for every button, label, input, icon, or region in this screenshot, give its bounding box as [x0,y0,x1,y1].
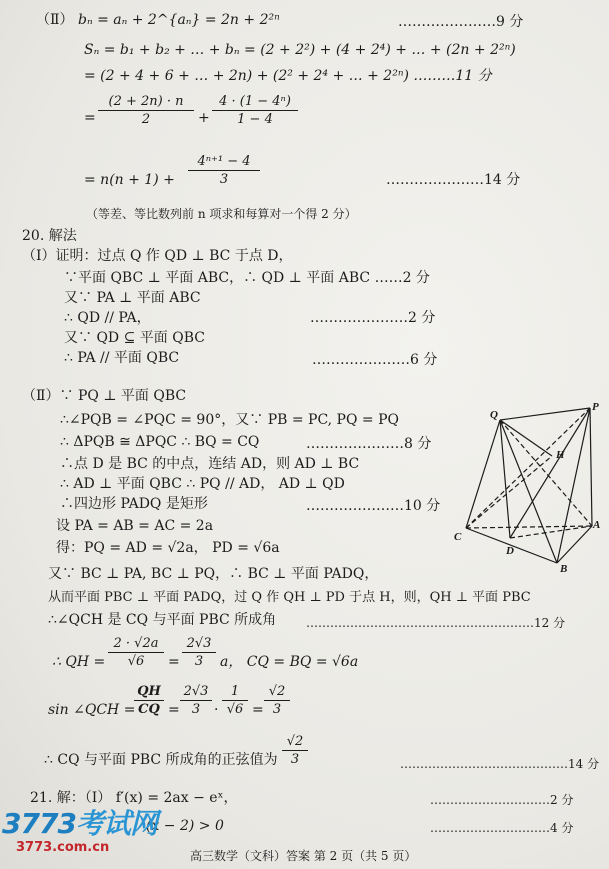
seq-frac-1-den: 2 [141,112,151,127]
q20-p2-line-9: 又∵ BC ⊥ PA, BC ⊥ PQ，∴ BC ⊥ 平面 PADQ， [48,566,379,582]
q20-p2-line-11: ∴∠QCH 是 CQ 与平面 PBC 所成角 [48,612,277,628]
seq-line-1-score: …………………9 分 [398,14,524,30]
q20-p1-label: （Ⅰ）证明：过点 Q 作 QD ⊥ BC 于点 D， [22,248,293,264]
q21-line-1: 21. 解：（Ⅰ） f′(x) = 2ax − eˣ， [30,790,238,806]
qh-frac-2-num: 2√3 [186,636,212,651]
q20-p2-line-6: ∴四边形 PADQ 是矩形 [60,496,208,512]
label-b: B [560,563,568,575]
q20-p1-line-3: 又∵ PA ⊥ 平面 ABC [64,290,201,306]
sin-eq-2: = [252,702,264,718]
qh-frac-1 [108,636,164,669]
edge-ca-dashed [466,526,592,528]
q20-p2-label: （Ⅱ）∵ PQ ⊥ 平面 QBC [22,388,187,404]
seq-frac-1-num: (2 + 2n) · n [108,94,184,109]
seq-line-4-plus: + [198,110,210,126]
sin-frac-2-den: 3 [191,702,201,717]
seq-line-4-eq: = [84,110,96,126]
label-d: D [506,545,514,557]
edge-qp [500,408,590,420]
q20-p2-line-10: 从而平面 PBC ⊥ 平面 PADQ，过 Q 作 QH ⊥ PD 于点 H，则，QH ⊥ 平面 PBC [48,590,531,605]
seq-frac-2-den: 1 − 4 [237,112,273,127]
seq-frac-3 [188,154,260,187]
qh-frac-1-den: √6 [127,654,145,669]
conclusion-text: ∴ CQ 与平面 PBC 所成角的正弦值为 [44,752,278,768]
seq-frac-2 [212,94,298,127]
sin-frac-3-den: √6 [226,702,244,717]
seq-frac-1 [98,94,194,127]
sin-eq-1: = [168,702,180,718]
edge-pa [590,408,592,526]
sin-frac-1-num: QH [137,684,161,699]
q20-p2-line-6-score: …………………10 分 [306,498,441,514]
edge-pd [510,408,590,538]
edge-qd [500,420,510,538]
seq-line-1: bₙ = aₙ + 2^{aₙ} = 2n + 2²ⁿ [78,12,280,28]
sin-frac-1 [134,684,164,717]
seq-line-5-pre: = n(n + 1) + [84,172,175,188]
sin-pre: sin ∠QCH = [48,702,136,718]
qh-frac-1-num: 2 · √2a [113,636,159,651]
q20-p2-line-7: 设 PA = AB = AC = 2a [56,518,214,534]
edge-qb [500,420,557,563]
q20-p1-line-4-score: …………………2 分 [310,310,436,326]
sin-dot: · [214,702,219,718]
scoring-note: （等差、等比数列前 n 项求和每算对一个得 2 分） [86,207,357,221]
qh-pre: ∴ QH = [52,654,106,670]
q20-p1-line-6: ∴ PA // 平面 QBC [64,350,180,366]
q20-p2-line-11-score: …………………………………………………12 分 [306,616,566,630]
qh-frac-2 [182,636,216,669]
sin-frac-3 [222,684,248,717]
edge-qa-dashed [500,420,592,526]
edge-ba [557,526,592,563]
seq-line-2: Sₙ = b₁ + b₂ + … + bₙ = (2 + 2²) + (4 + 2⁴) + … + (2n + 2²ⁿ) [84,42,516,58]
label-p: P [592,401,599,413]
q20-p2-line-3: ∴ ΔPQB ≅ ΔPQC ∴ BQ = CQ [60,434,260,450]
q21-line-1-score: …………………………2 分 [430,793,574,807]
sin-frac-4-den: 3 [272,702,282,717]
sin-frac-3-num: 1 [230,684,240,699]
part2-label: （Ⅱ） [36,12,74,28]
q21-line-2-score: …………………………4 分 [430,821,574,835]
q20-p1-line-6-score: …………………6 分 [312,352,438,368]
seq-frac-2-num: 4 · (1 − 4ⁿ) [219,94,291,109]
label-h: H [556,449,565,461]
qh-eq: = [168,654,180,670]
q20-p2-line-3-score: …………………8 分 [306,436,432,452]
edge-qc [466,420,500,528]
conclusion-frac [282,734,308,767]
label-a: A [593,519,601,531]
qh-frac-2-den: 3 [194,654,204,669]
q20-p2-line-5: ∴ AD ⊥ 平面 QBC ∴ PQ // AD， AD ⊥ QD [60,476,345,492]
q20-p1-line-2: ∵平面 QBC ⊥ 平面 ABC，∴ QD ⊥ 平面 ABC ……2 分 [64,270,430,286]
conclusion-frac-num: √2 [286,734,304,749]
q20-p1-line-4: ∴ QD // PA， [64,310,151,326]
sin-frac-2-num: 2√3 [183,684,209,699]
edge-pb [557,408,590,563]
label-q: Q [490,409,498,421]
site-logo: 3773考试网 [2,807,157,840]
sin-frac-4 [264,684,290,717]
label-c: C [454,531,462,543]
seq-line-5-score: …………………14 分 [386,172,521,188]
seq-line-3: = (2 + 4 + 6 + … + 2n) + (2² + 2⁴ + … + 2²ⁿ) ………11 分 [84,68,492,84]
sin-frac-4-num: √2 [268,684,286,699]
conclusion-score: ……………………………………14 分 [400,757,600,771]
q20-p2-line-2: ∴∠PQB = ∠PQC = 90°，又∵ PB = PC, PQ = PQ [60,412,399,428]
sin-frac-2 [180,684,212,717]
q20-title: 20. 解法 [22,228,77,244]
sin-frac-1-den: CQ [138,702,160,717]
q20-p1-line-5: 又∵ QD ⊆ 平面 QBC [64,330,205,346]
pyramid-figure [452,398,602,578]
qh-post: a， CQ = BQ = √6a [220,654,359,670]
page-footer: 高三数学（文科）答案 第 2 页（共 5 页） [190,849,417,863]
conclusion-frac-den: 3 [290,752,300,767]
seq-frac-3-den: 3 [219,172,229,187]
seq-frac-3-num: 4ⁿ⁺¹ − 4 [197,154,251,169]
edge-da-dashed [510,526,592,538]
site-url: 3773.com.cn [16,840,110,855]
q20-p2-line-4: ∴点 D 是 BC 的中点，连结 AD，则 AD ⊥ BC [60,456,360,472]
q20-p2-line-8: 得：PQ = AD = √2a， PD = √6a [56,540,280,556]
q21-line-2: (x − 2) > 0 [146,818,224,834]
